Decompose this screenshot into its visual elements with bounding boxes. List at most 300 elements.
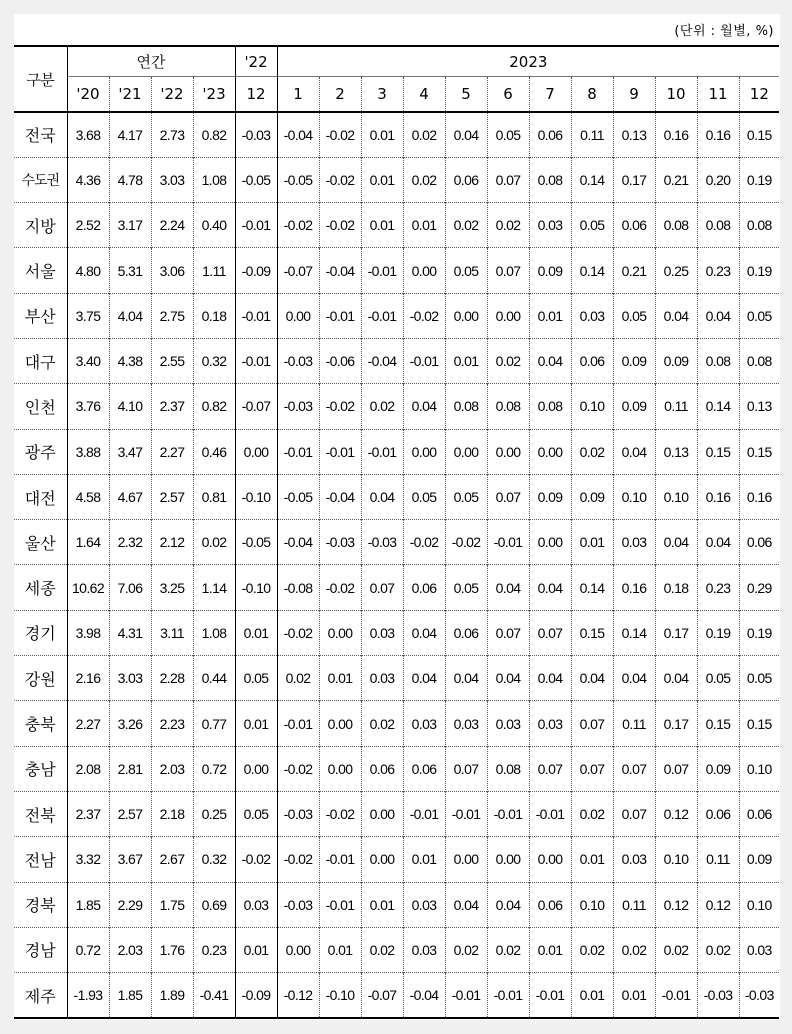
value-cell: 0.01 — [319, 927, 361, 972]
value-cell: 0.03 — [746, 941, 772, 958]
value-cell: 1.89 — [151, 973, 193, 1018]
value-cell: 0.04 — [487, 656, 529, 701]
column-header: 11 — [697, 77, 739, 113]
value-cell: 0.07 — [487, 248, 529, 293]
value-cell: 2.37 — [67, 791, 109, 836]
value-cell: 2.29 — [109, 882, 151, 927]
value-cell: 0.02 — [487, 927, 529, 972]
value-cell: 0.05 — [487, 112, 529, 157]
table-row — [14, 474, 779, 519]
value-cell: -0.01 — [361, 248, 403, 293]
value-cell: 0.00 — [235, 429, 277, 474]
value-cell: 4.17 — [109, 112, 151, 157]
value-cell: 0.07 — [571, 701, 613, 746]
value-cell: 0.18 — [655, 565, 697, 610]
value-cell: 4.31 — [109, 610, 151, 655]
region-label: 전국 — [14, 112, 67, 157]
value-cell: 0.04 — [571, 656, 613, 701]
value-cell: 0.02 — [613, 927, 655, 972]
region-label: 세종 — [14, 565, 67, 610]
value-cell: 4.67 — [109, 474, 151, 519]
value-cell: 0.00 — [403, 248, 445, 293]
value-cell: -0.01 — [487, 973, 529, 1018]
region-label: 수도권 — [14, 157, 67, 202]
value-cell: 0.07 — [529, 610, 571, 655]
value-cell: 1.85 — [109, 973, 151, 1018]
value-cell: -0.41 — [193, 973, 235, 1018]
value-cell: 0.01 — [571, 837, 613, 882]
value-cell: 0.04 — [529, 656, 571, 701]
region-label: 대전 — [14, 474, 67, 519]
value-cell: 0.01 — [445, 338, 487, 383]
value-cell: -0.01 — [529, 791, 571, 836]
value-cell: -0.08 — [277, 565, 319, 610]
value-cell: 0.05 — [613, 293, 655, 338]
table-row — [14, 927, 779, 972]
value-cell: 1.08 — [193, 157, 235, 202]
value-cell: 0.04 — [403, 384, 445, 429]
value-cell: 0.01 — [361, 157, 403, 202]
value-cell: 0.01 — [361, 882, 403, 927]
value-cell: 0.16 — [655, 112, 697, 157]
value-cell: -0.01 — [361, 429, 403, 474]
value-cell: -0.03 — [235, 112, 277, 157]
value-cell: -0.01 — [319, 837, 361, 882]
value-cell: 0.05 — [235, 656, 277, 701]
header-category: 구분 — [14, 46, 67, 112]
value-cell: 0.03 — [445, 701, 487, 746]
value-cell: 0.03 — [529, 701, 571, 746]
value-cell: 0.05 — [746, 307, 772, 324]
value-cell: 4.10 — [109, 384, 151, 429]
value-cell: 0.14 — [571, 248, 613, 293]
value-cell: 0.15 — [697, 429, 739, 474]
value-cell: 0.03 — [403, 882, 445, 927]
value-cell: -0.03 — [277, 882, 319, 927]
value-cell: -0.12 — [277, 973, 319, 1018]
value-cell: 2.73 — [151, 112, 193, 157]
value-cell: -0.02 — [277, 837, 319, 882]
value-cell: 0.02 — [655, 927, 697, 972]
value-cell: 0.15 — [697, 701, 739, 746]
value-cell: 0.00 — [361, 791, 403, 836]
value-cell: 0.04 — [655, 656, 697, 701]
table-row — [14, 248, 779, 293]
value-cell: -0.02 — [319, 791, 361, 836]
value-cell: 0.03 — [361, 656, 403, 701]
value-cell: 3.11 — [151, 610, 193, 655]
value-cell: 0.09 — [613, 338, 655, 383]
value-cell: 0.11 — [571, 112, 613, 157]
value-cell: -0.02 — [319, 384, 361, 429]
value-cell: 0.06 — [403, 565, 445, 610]
column-header: 2 — [319, 77, 361, 113]
value-cell: 0.16 — [697, 112, 739, 157]
value-cell: 2.75 — [151, 293, 193, 338]
value-cell: 0.06 — [613, 203, 655, 248]
value-cell: -0.01 — [487, 520, 529, 565]
column-header: 8 — [571, 77, 613, 113]
value-cell: 0.00 — [319, 746, 361, 791]
value-cell: 2.12 — [151, 520, 193, 565]
value-cell: 2.57 — [151, 474, 193, 519]
value-cell: 0.32 — [193, 837, 235, 882]
value-cell: -0.01 — [235, 203, 277, 248]
value-cell: 1.75 — [151, 882, 193, 927]
table-row — [14, 701, 779, 746]
value-cell: 1.14 — [193, 565, 235, 610]
value-cell: 0.07 — [487, 157, 529, 202]
value-cell: 0.07 — [445, 746, 487, 791]
table-row — [14, 112, 779, 157]
value-cell: 0.02 — [571, 791, 613, 836]
table-row — [14, 746, 779, 791]
column-header: 6 — [487, 77, 529, 113]
value-cell: 3.98 — [67, 610, 109, 655]
value-cell: 10.62 — [67, 565, 109, 610]
value-cell: 0.10 — [655, 837, 697, 882]
value-cell: 0.14 — [613, 610, 655, 655]
column-header: 5 — [445, 77, 487, 113]
value-cell: 0.04 — [445, 882, 487, 927]
value-cell: 0.15 — [746, 443, 772, 460]
value-cell: 0.16 — [746, 489, 772, 506]
value-cell: 0.09 — [613, 384, 655, 429]
value-cell: 5.31 — [109, 248, 151, 293]
value-cell: 3.76 — [67, 384, 109, 429]
value-cell: 0.12 — [697, 882, 739, 927]
value-cell: 0.00 — [529, 837, 571, 882]
value-cell: 0.06 — [529, 882, 571, 927]
value-cell: 2.28 — [151, 656, 193, 701]
value-cell: 0.00 — [235, 746, 277, 791]
value-cell: 0.82 — [193, 384, 235, 429]
header-prev-year: '22 — [235, 46, 277, 77]
value-cell: 0.11 — [697, 837, 739, 882]
value-cell: 0.15 — [746, 715, 772, 732]
table-row — [14, 837, 779, 882]
value-cell: -0.02 — [403, 293, 445, 338]
value-cell: -0.01 — [277, 429, 319, 474]
value-cell: -0.03 — [277, 384, 319, 429]
value-cell: 0.06 — [445, 610, 487, 655]
value-cell: 0.07 — [655, 746, 697, 791]
value-cell: 0.04 — [361, 474, 403, 519]
table-row — [14, 429, 779, 474]
value-cell: 0.19 — [697, 610, 739, 655]
value-cell: 0.03 — [403, 927, 445, 972]
value-cell: 0.01 — [613, 973, 655, 1018]
column-header: '22 — [151, 77, 193, 113]
value-cell: 0.72 — [193, 746, 235, 791]
value-cell: 1.64 — [67, 520, 109, 565]
region-label: 경기 — [14, 610, 67, 655]
value-cell: 2.23 — [151, 701, 193, 746]
value-cell: 0.03 — [403, 701, 445, 746]
value-cell: 0.00 — [487, 837, 529, 882]
value-cell: 0.04 — [487, 565, 529, 610]
value-cell: -0.02 — [319, 157, 361, 202]
value-cell: 0.01 — [235, 610, 277, 655]
value-cell: -1.93 — [67, 973, 109, 1018]
value-cell: 0.09 — [697, 746, 739, 791]
value-cell: -0.05 — [277, 474, 319, 519]
value-cell: 0.17 — [613, 157, 655, 202]
value-cell: -0.09 — [235, 248, 277, 293]
value-cell: 0.08 — [529, 157, 571, 202]
value-cell: 0.01 — [529, 293, 571, 338]
value-cell: -0.02 — [277, 203, 319, 248]
value-cell: 4.78 — [109, 157, 151, 202]
value-cell: 0.05 — [445, 248, 487, 293]
value-cell: 3.68 — [67, 112, 109, 157]
value-cell: 4.80 — [67, 248, 109, 293]
value-cell: -0.02 — [319, 565, 361, 610]
table-row — [14, 610, 779, 655]
value-cell: 0.04 — [529, 338, 571, 383]
value-cell: 0.11 — [613, 701, 655, 746]
value-cell: -0.02 — [277, 610, 319, 655]
value-cell: -0.07 — [277, 248, 319, 293]
value-cell: 0.07 — [613, 746, 655, 791]
value-cell: -0.03 — [744, 987, 774, 1004]
value-cell: -0.07 — [361, 973, 403, 1018]
value-cell: 0.02 — [445, 927, 487, 972]
region-label: 광주 — [14, 429, 67, 474]
value-cell: 0.02 — [361, 701, 403, 746]
value-cell: 3.67 — [109, 837, 151, 882]
value-cell: 0.02 — [571, 429, 613, 474]
value-cell: 0.10 — [746, 896, 772, 913]
value-cell: 0.00 — [487, 293, 529, 338]
table-row — [14, 791, 779, 836]
region-label: 경북 — [14, 882, 67, 927]
value-cell: 3.75 — [67, 293, 109, 338]
value-cell: 0.12 — [655, 882, 697, 927]
value-cell: 0.05 — [235, 791, 277, 836]
value-cell: 0.07 — [613, 791, 655, 836]
value-cell: 0.01 — [571, 973, 613, 1018]
value-cell: 1.08 — [193, 610, 235, 655]
value-cell: 2.27 — [67, 701, 109, 746]
value-cell: -0.01 — [319, 429, 361, 474]
value-cell: 4.38 — [109, 338, 151, 383]
value-cell: -0.01 — [529, 973, 571, 1018]
value-cell: 0.09 — [529, 474, 571, 519]
document-page — [14, 14, 780, 1020]
value-cell: 0.06 — [571, 338, 613, 383]
value-cell: -0.01 — [487, 791, 529, 836]
value-cell: 0.10 — [746, 760, 772, 777]
value-cell: 0.16 — [613, 565, 655, 610]
column-header: 12 — [235, 77, 277, 113]
column-header-row — [14, 77, 779, 113]
column-header: '23 — [193, 77, 235, 113]
value-cell: 0.11 — [655, 384, 697, 429]
value-cell: 0.40 — [193, 203, 235, 248]
value-cell: 2.81 — [109, 746, 151, 791]
value-cell: 0.08 — [529, 384, 571, 429]
value-cell: 1.11 — [193, 248, 235, 293]
value-cell: 0.19 — [746, 262, 772, 279]
value-cell: 0.00 — [529, 429, 571, 474]
value-cell: 0.04 — [403, 610, 445, 655]
value-cell: 0.02 — [403, 112, 445, 157]
value-cell: 1.85 — [67, 882, 109, 927]
region-label: 제주 — [14, 973, 67, 1018]
value-cell: 0.07 — [529, 746, 571, 791]
value-cell: -0.01 — [655, 973, 697, 1018]
value-cell: 0.08 — [746, 217, 772, 234]
table-row — [14, 520, 779, 565]
header-annual: 연간 — [67, 46, 235, 77]
value-cell: 0.25 — [193, 791, 235, 836]
value-cell: 2.55 — [151, 338, 193, 383]
value-cell: 0.06 — [746, 534, 772, 551]
value-cell: 2.27 — [151, 429, 193, 474]
value-cell: 0.05 — [403, 474, 445, 519]
value-cell: 0.07 — [571, 746, 613, 791]
value-cell: 0.01 — [403, 203, 445, 248]
value-cell: 0.14 — [571, 565, 613, 610]
value-cell: 3.26 — [109, 701, 151, 746]
table-row — [14, 656, 779, 701]
value-cell: 0.10 — [571, 882, 613, 927]
value-cell: 0.00 — [445, 429, 487, 474]
value-cell: -0.05 — [235, 520, 277, 565]
value-cell: 0.08 — [655, 203, 697, 248]
value-cell: 4.36 — [67, 157, 109, 202]
value-cell: -0.10 — [319, 973, 361, 1018]
value-cell: -0.03 — [319, 520, 361, 565]
value-cell: 0.07 — [487, 474, 529, 519]
value-cell: 0.04 — [445, 112, 487, 157]
value-cell: 1.76 — [151, 927, 193, 972]
value-cell: 4.58 — [67, 474, 109, 519]
value-cell: 0.23 — [697, 565, 739, 610]
table-body — [14, 112, 779, 1018]
value-cell: 0.81 — [193, 474, 235, 519]
value-cell: 3.06 — [151, 248, 193, 293]
value-cell: 0.01 — [571, 520, 613, 565]
value-cell: 0.10 — [613, 474, 655, 519]
value-cell: 0.01 — [361, 203, 403, 248]
value-cell: -0.02 — [319, 203, 361, 248]
value-cell: 0.03 — [613, 520, 655, 565]
value-cell: -0.10 — [235, 474, 277, 519]
value-cell: 0.00 — [487, 429, 529, 474]
value-cell: -0.01 — [361, 293, 403, 338]
value-cell: 0.08 — [746, 353, 772, 370]
value-cell: 0.14 — [697, 384, 739, 429]
table-row — [14, 157, 779, 202]
value-cell: -0.03 — [697, 973, 739, 1018]
value-cell: 0.04 — [613, 656, 655, 701]
value-cell: 3.40 — [67, 338, 109, 383]
value-cell: 0.19 — [746, 624, 772, 641]
value-cell: -0.06 — [319, 338, 361, 383]
region-label: 충북 — [14, 701, 67, 746]
column-header: 10 — [655, 77, 697, 113]
region-label: 서울 — [14, 248, 67, 293]
value-cell: 3.88 — [67, 429, 109, 474]
value-cell: -0.01 — [277, 701, 319, 746]
value-cell: 3.03 — [109, 656, 151, 701]
value-cell: 0.44 — [193, 656, 235, 701]
unit-note: (단위 : 월별, %) — [674, 24, 774, 39]
value-cell: 0.19 — [746, 171, 772, 188]
value-cell: 0.03 — [613, 837, 655, 882]
value-cell: -0.04 — [277, 112, 319, 157]
column-header: 7 — [529, 77, 571, 113]
value-cell: 0.01 — [235, 927, 277, 972]
value-cell: 0.04 — [697, 520, 739, 565]
value-cell: 0.02 — [445, 203, 487, 248]
value-cell: 0.04 — [529, 565, 571, 610]
value-cell: 0.02 — [361, 384, 403, 429]
table-row — [14, 293, 779, 338]
value-cell: 2.08 — [67, 746, 109, 791]
value-cell: 0.00 — [319, 610, 361, 655]
value-cell: 0.06 — [445, 157, 487, 202]
value-cell: 0.05 — [445, 565, 487, 610]
value-cell: 0.04 — [487, 882, 529, 927]
value-cell: -0.03 — [277, 791, 319, 836]
region-label: 경남 — [14, 927, 67, 972]
value-cell: 0.03 — [361, 610, 403, 655]
value-cell: 0.15 — [746, 126, 772, 143]
value-cell: -0.04 — [319, 474, 361, 519]
value-cell: 0.06 — [361, 746, 403, 791]
value-cell: 2.24 — [151, 203, 193, 248]
value-cell: 0.05 — [571, 203, 613, 248]
column-header: 4 — [403, 77, 445, 113]
value-cell: 0.12 — [655, 791, 697, 836]
value-cell: 0.03 — [487, 701, 529, 746]
value-cell: 0.04 — [697, 293, 739, 338]
value-cell: 0.69 — [193, 882, 235, 927]
column-header: 9 — [613, 77, 655, 113]
value-cell: -0.01 — [403, 338, 445, 383]
value-cell: 0.77 — [193, 701, 235, 746]
value-cell: -0.05 — [277, 157, 319, 202]
value-cell: 0.01 — [529, 927, 571, 972]
column-header: '20 — [67, 77, 109, 113]
value-cell: 0.01 — [403, 837, 445, 882]
value-cell: 0.02 — [487, 338, 529, 383]
region-label: 부산 — [14, 293, 67, 338]
value-cell: 0.05 — [697, 656, 739, 701]
value-cell: 0.04 — [613, 429, 655, 474]
value-cell: -0.01 — [403, 791, 445, 836]
value-cell: 0.00 — [403, 429, 445, 474]
value-cell: 0.05 — [746, 670, 772, 687]
value-cell: -0.09 — [235, 973, 277, 1018]
value-cell: 0.09 — [746, 851, 772, 868]
value-cell: -0.01 — [445, 973, 487, 1018]
value-cell: -0.02 — [403, 520, 445, 565]
value-cell: -0.02 — [235, 837, 277, 882]
value-cell: 2.32 — [109, 520, 151, 565]
table-row — [14, 338, 779, 383]
value-cell: 0.03 — [235, 882, 277, 927]
value-cell: 0.09 — [529, 248, 571, 293]
value-cell: 0.16 — [697, 474, 739, 519]
value-cell: 4.04 — [109, 293, 151, 338]
value-cell: 0.03 — [529, 203, 571, 248]
value-cell: 3.25 — [151, 565, 193, 610]
value-cell: -0.02 — [445, 520, 487, 565]
